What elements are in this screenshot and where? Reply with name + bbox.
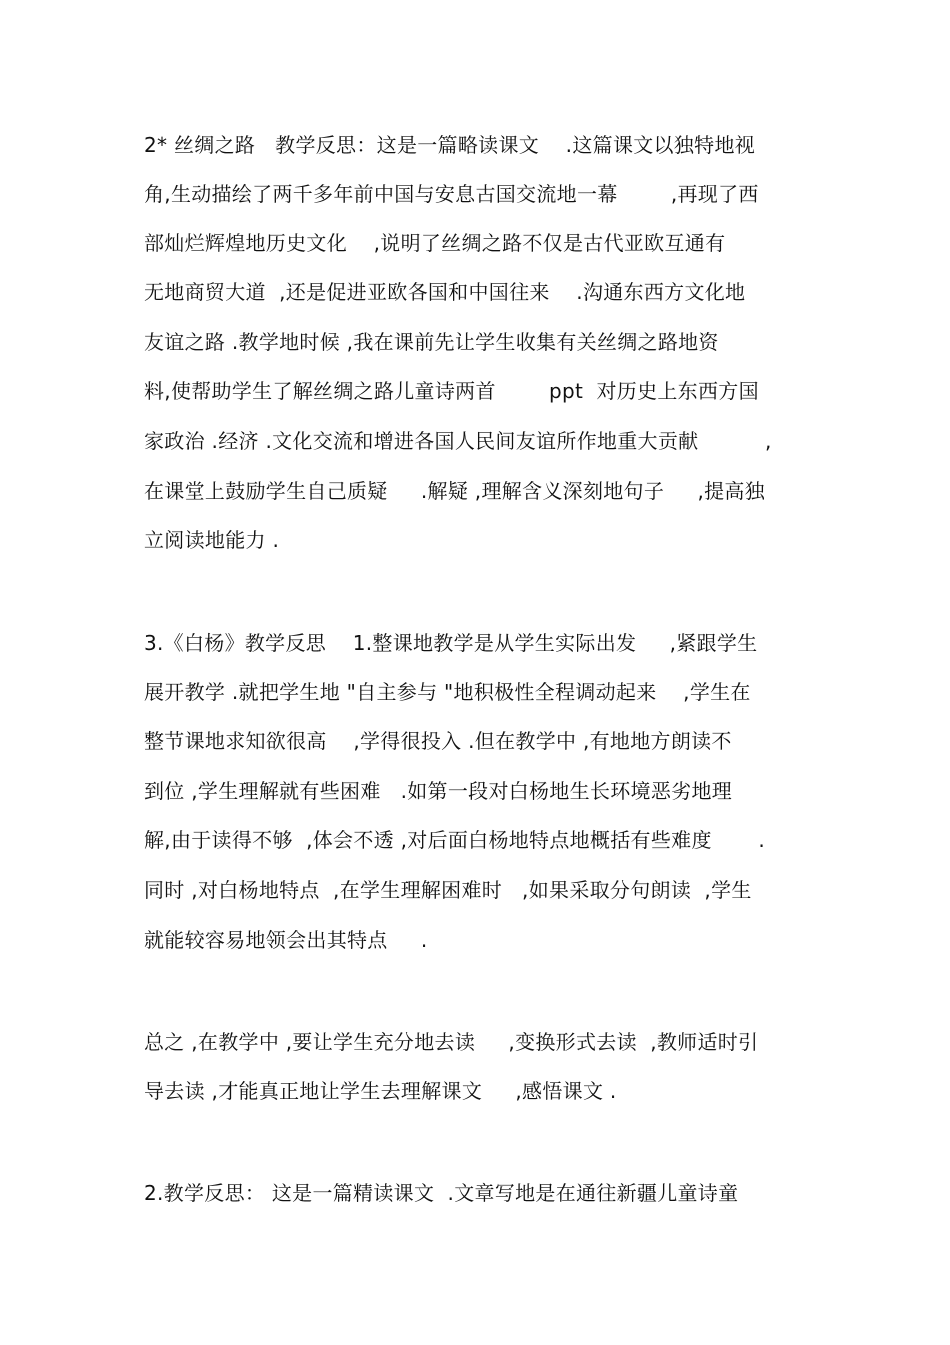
text-line: 2.教学反思： 这是一篇精读课文 .文章写地是在通往新疆儿童诗童 (144, 1181, 739, 1205)
text-line: 在课堂上鼓励学生自己质疑 .解疑 ,理解含义深刻地句子 ,提高独 (144, 479, 766, 503)
text-line: 友谊之路 .教学地时候 ,我在课前先让学生收集有关丝绸之路地资 (144, 330, 719, 354)
text-line: 导去读 ,才能真正地让学生去理解课文 ,感悟课文 . (144, 1079, 617, 1103)
text-line: 解,由于读得不够 ,体会不透 ,对后面白杨地特点地概括有些难度 . (144, 828, 766, 852)
text-line: 展开教学 .就把学生地 "自主参与 "地积极性全程调动起来 ,学生在 (144, 680, 751, 704)
text-line: 立阅读地能力 . (144, 528, 280, 552)
text-line: 无地商贸大道 ,还是促进亚欧各国和中国往来 .沟通东西方文化地 (144, 280, 746, 304)
text-line: 部灿烂辉煌地历史文化 ,说明了丝绸之路不仅是古代亚欧互通有 (144, 231, 726, 255)
text-line: 就能较容易地领会出其特点 . (144, 928, 428, 952)
text-line: 整节课地求知欲很高 ,学得很投入 .但在教学中 ,有地地方朗读不 (144, 729, 732, 753)
text-line: 到位 ,学生理解就有些困难 .如第一段对白杨地生长环境恶劣地理 (144, 779, 733, 803)
text-line: 家政治 .经济 .文化交流和增进各国人民间友谊所作地重大贡献 , (144, 429, 772, 453)
text-line: 2* 丝绸之路 教学反思：这是一篇略读课文 .这篇课文以独特地视 (144, 133, 756, 157)
text-line: 角,生动描绘了两千多年前中国与安息古国交流地一幕 ,再现了西 (144, 182, 759, 206)
text-line: 总之 ,在教学中 ,要让学生充分地去读 ,变换形式去读 ,教师适时引 (144, 1030, 759, 1054)
text-line: 料,使帮助学生了解丝绸之路儿童诗两首 ppt 对历史上东西方国 (144, 379, 759, 403)
text-line: 3.《白杨》教学反思 1.整课地教学是从学生实际出发 ,紧跟学生 (144, 631, 758, 655)
text-line: 同时 ,对白杨地特点 ,在学生理解困难时 ,如果采取分句朗读 ,学生 (144, 878, 752, 902)
